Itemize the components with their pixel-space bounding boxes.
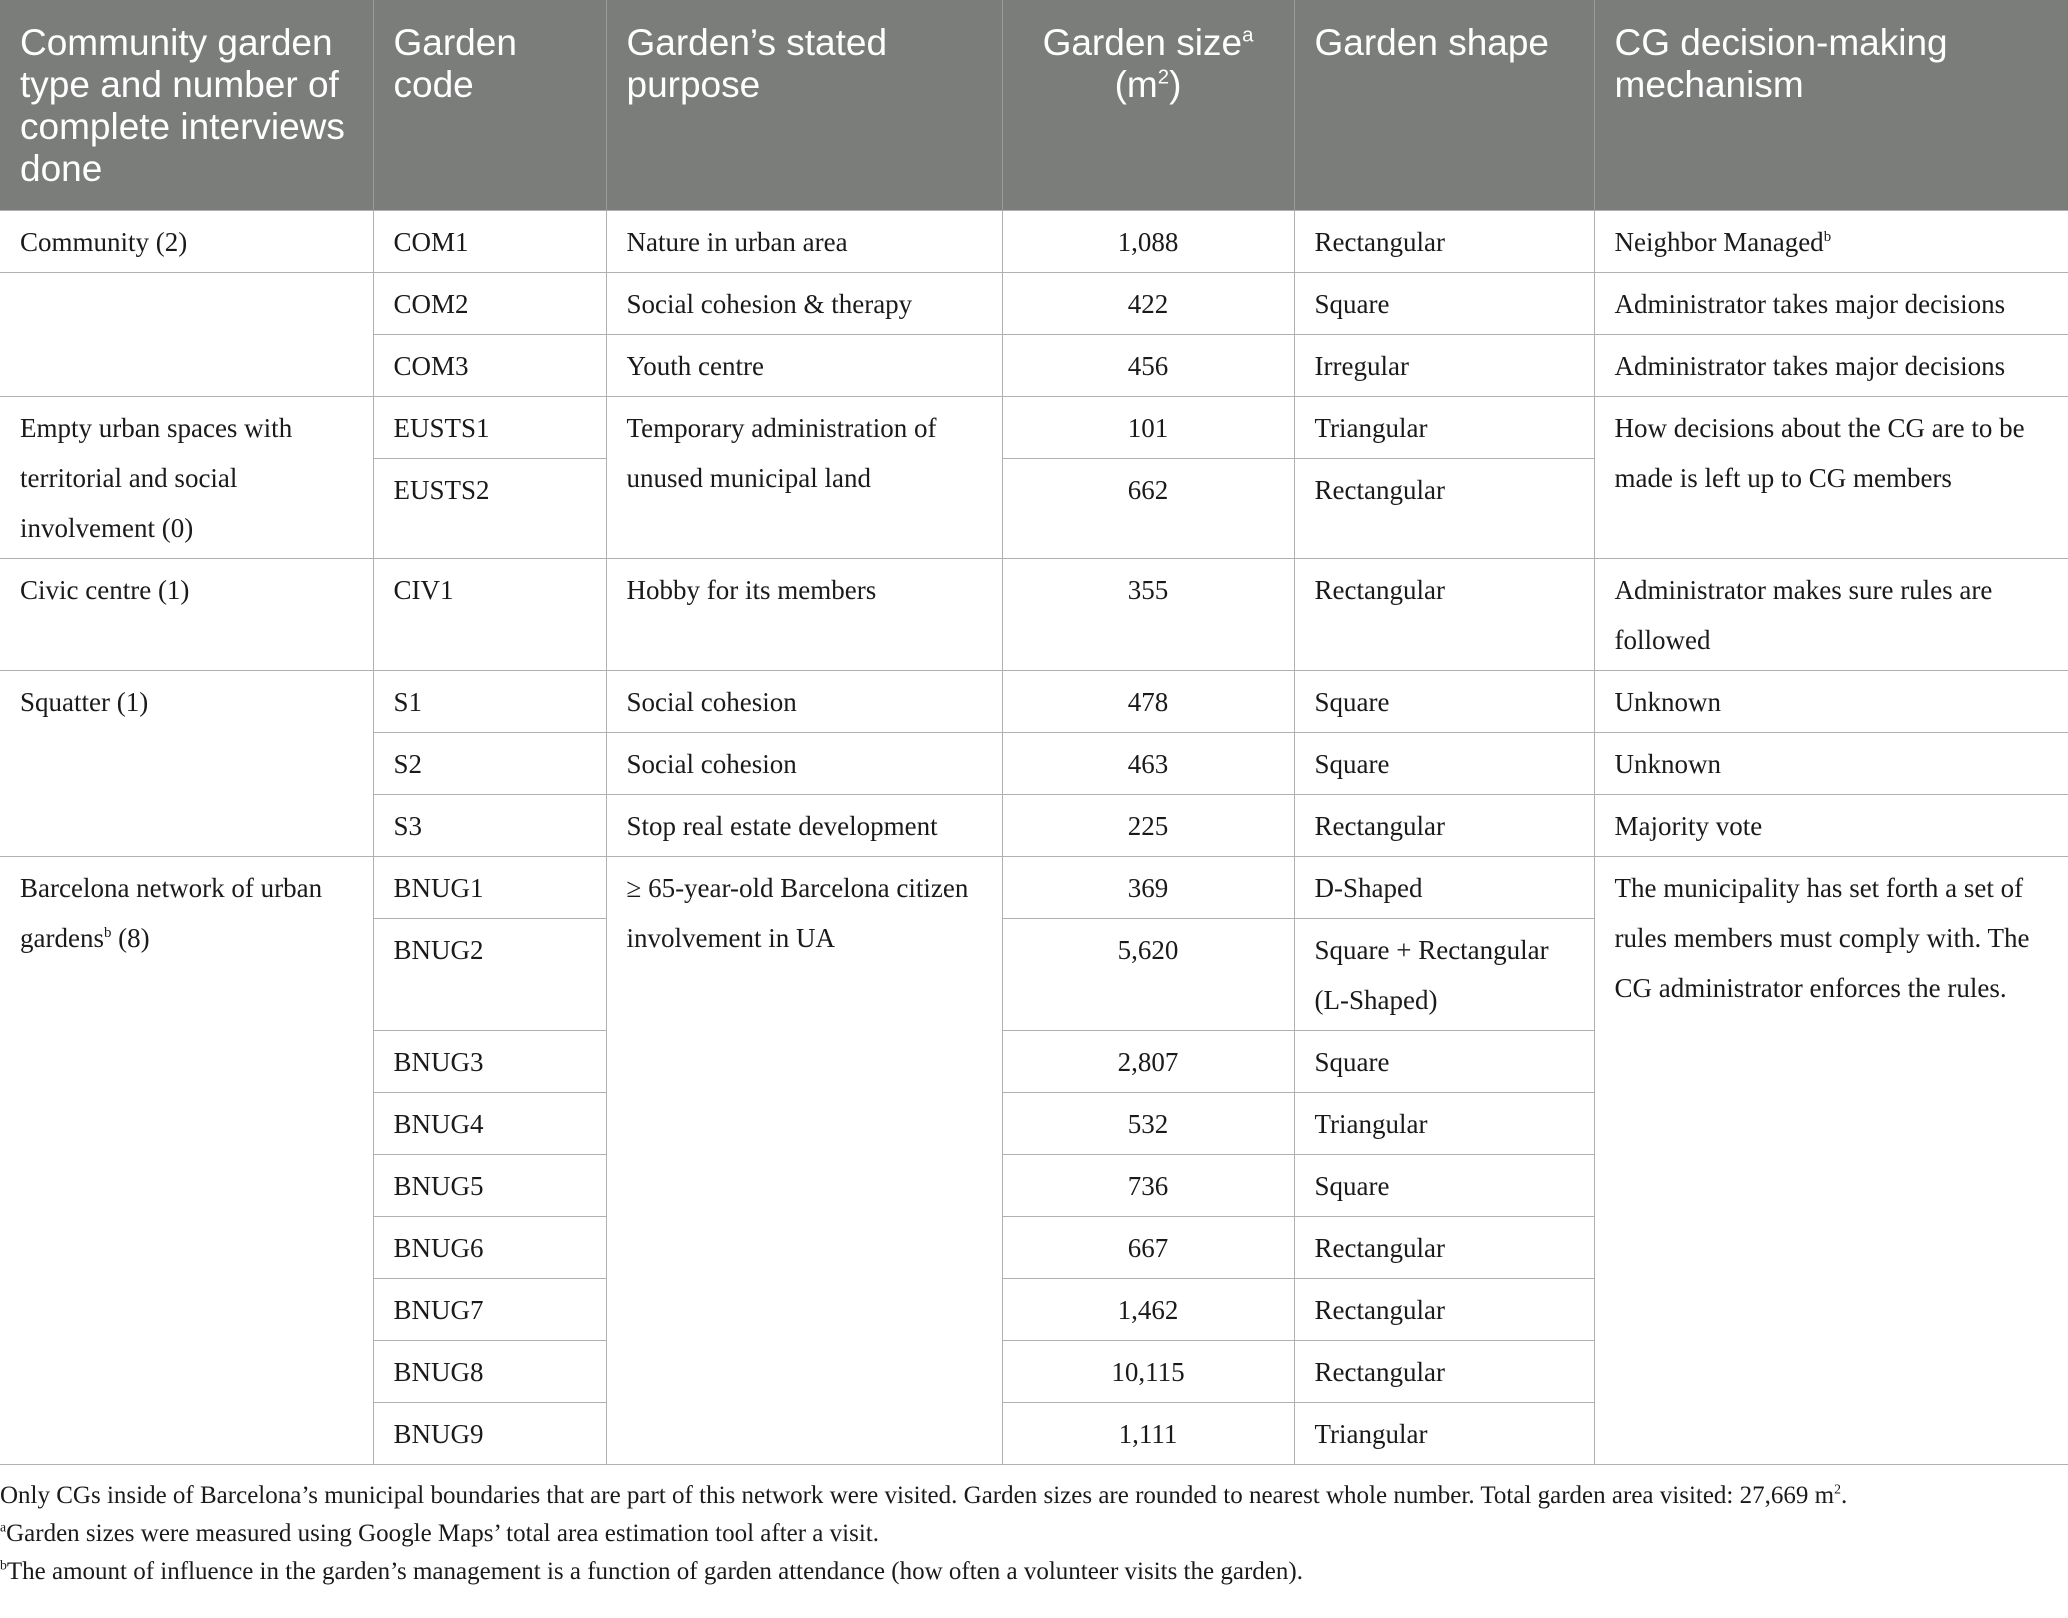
code-cell: S1 <box>373 670 606 732</box>
size-cell: 463 <box>1002 732 1294 794</box>
size-cell: 1,111 <box>1002 1402 1294 1464</box>
type-cell: Barcelona network of urban gardens$^b$ (8) <box>0 856 373 1464</box>
shape-cell: Rectangular <box>1294 458 1594 558</box>
purpose-cell: Social cohesion <box>606 670 1002 732</box>
type-cell <box>0 272 373 396</box>
code-cell: BNUG3 <box>373 1030 606 1092</box>
shape-cell: Irregular <box>1294 334 1594 396</box>
shape-cell: Rectangular <box>1294 1216 1594 1278</box>
header-decision-mechanism: CG decision-making mechanism <box>1594 0 2068 210</box>
code-cell: BNUG9 <box>373 1402 606 1464</box>
mechanism-cell: Unknown <box>1594 732 2068 794</box>
code-cell: BNUG8 <box>373 1340 606 1402</box>
size-cell: 422 <box>1002 272 1294 334</box>
shape-cell: Square <box>1294 1030 1594 1092</box>
table-row <box>0 856 2068 918</box>
type-cell: Squatter (1) <box>0 670 373 856</box>
code-cell: COM1 <box>373 210 606 272</box>
code-cell: BNUG2 <box>373 918 606 1030</box>
shape-cell: Triangular <box>1294 1402 1594 1464</box>
mechanism-cell: How decisions about the CG are to be made is left up to CG members <box>1594 396 2068 558</box>
mechanism-cell: Majority vote <box>1594 794 2068 856</box>
size-cell: 1,088 <box>1002 210 1294 272</box>
code-cell: BNUG6 <box>373 1216 606 1278</box>
purpose-cell: ≥ 65-year-old Barcelona citizen involvement in UA <box>606 856 1002 1464</box>
code-cell: S3 <box>373 794 606 856</box>
mechanism-cell: Unknown <box>1594 670 2068 732</box>
table-header <box>0 0 2068 210</box>
size-cell: 5,620 <box>1002 918 1294 1030</box>
code-cell: COM3 <box>373 334 606 396</box>
note-a: $^a$Garden sizes were measured using Google Maps’ total area estimation tool after a visit. <box>0 1519 879 1547</box>
code-cell: BNUG4 <box>373 1092 606 1154</box>
table-row <box>0 396 2068 458</box>
shape-cell: Square <box>1294 272 1594 334</box>
code-cell: COM2 <box>373 272 606 334</box>
note-b: $^b$The amount of influence in the garden’s management is a function of garden attendance (how often a volunteer visits the garden). <box>0 1557 1303 1585</box>
code-cell: CIV1 <box>373 558 606 670</box>
header-garden-type: Community garden type and number of complete interviews done <box>0 0 373 210</box>
purpose-cell: Temporary administration of unused municipal land <box>606 396 1002 558</box>
mechanism-cell: Neighbor Managed$^b$ <box>1594 210 2068 272</box>
type-cell: Community (2) <box>0 210 373 272</box>
shape-cell: Square <box>1294 670 1594 732</box>
size-cell: 532 <box>1002 1092 1294 1154</box>
size-cell: 662 <box>1002 458 1294 558</box>
shape-cell: Rectangular <box>1294 210 1594 272</box>
note-main: Only CGs inside of Barcelona’s municipal boundaries that are part of this network were visited. Garden sizes are rounded to nearest whole number. Total garden area visited: 27,669 $m^2$. <box>0 1481 1848 1509</box>
size-cell: 1,462 <box>1002 1278 1294 1340</box>
size-cell: 736 <box>1002 1154 1294 1216</box>
code-cell: S2 <box>373 732 606 794</box>
size-cell: 355 <box>1002 558 1294 670</box>
table-notes <box>0 1465 2068 1591</box>
shape-cell: Rectangular <box>1294 1340 1594 1402</box>
size-cell: 456 <box>1002 334 1294 396</box>
header-stated-purpose: Garden’s stated purpose <box>606 0 1002 210</box>
shape-cell: Rectangular <box>1294 1278 1594 1340</box>
purpose-cell: Youth centre <box>606 334 1002 396</box>
type-cell: Civic centre (1) <box>0 558 373 670</box>
shape-cell: D-Shaped <box>1294 856 1594 918</box>
size-cell: 10,115 <box>1002 1340 1294 1402</box>
purpose-cell: Stop real estate development <box>606 794 1002 856</box>
code-cell: EUSTS1 <box>373 396 606 458</box>
shape-cell: Square <box>1294 732 1594 794</box>
mechanism-cell: The municipality has set forth a set of rules members must comply with. The CG administrator enforces the rules. <box>1594 856 2068 1464</box>
purpose-cell: Social cohesion <box>606 732 1002 794</box>
table-row <box>0 210 2068 272</box>
shape-cell: Rectangular <box>1294 794 1594 856</box>
code-cell: BNUG5 <box>373 1154 606 1216</box>
purpose-cell: Hobby for its members <box>606 558 1002 670</box>
table-row <box>0 670 2068 732</box>
size-cell: 101 <box>1002 396 1294 458</box>
header-garden-shape: Garden shape <box>1294 0 1594 210</box>
size-cell: 667 <box>1002 1216 1294 1278</box>
type-cell: Empty urban spaces with territorial and social involvement (0) <box>0 396 373 558</box>
shape-cell: Triangular <box>1294 396 1594 458</box>
table-row <box>0 272 2068 334</box>
mechanism-cell: Administrator takes major decisions <box>1594 334 2068 396</box>
purpose-cell: Social cohesion & therapy <box>606 272 1002 334</box>
purpose-cell: Nature in urban area <box>606 210 1002 272</box>
header-garden-size: Garden size$^a$ $(m^2)$ <box>1002 0 1294 210</box>
code-cell: EUSTS2 <box>373 458 606 558</box>
code-cell: BNUG7 <box>373 1278 606 1340</box>
size-cell: 478 <box>1002 670 1294 732</box>
shape-cell: Rectangular <box>1294 558 1594 670</box>
shape-cell: Square <box>1294 1154 1594 1216</box>
code-cell: BNUG1 <box>373 856 606 918</box>
header-garden-code: Garden code <box>373 0 606 210</box>
size-cell: 2,807 <box>1002 1030 1294 1092</box>
table-row <box>0 558 2068 670</box>
shape-cell: Triangular <box>1294 1092 1594 1154</box>
size-cell: 225 <box>1002 794 1294 856</box>
shape-cell: Square + Rectangular (L-Shaped) <box>1294 918 1594 1030</box>
mechanism-cell: Administrator takes major decisions <box>1594 272 2068 334</box>
mechanism-cell: Administrator makes sure rules are followed <box>1594 558 2068 670</box>
size-cell: 369 <box>1002 856 1294 918</box>
